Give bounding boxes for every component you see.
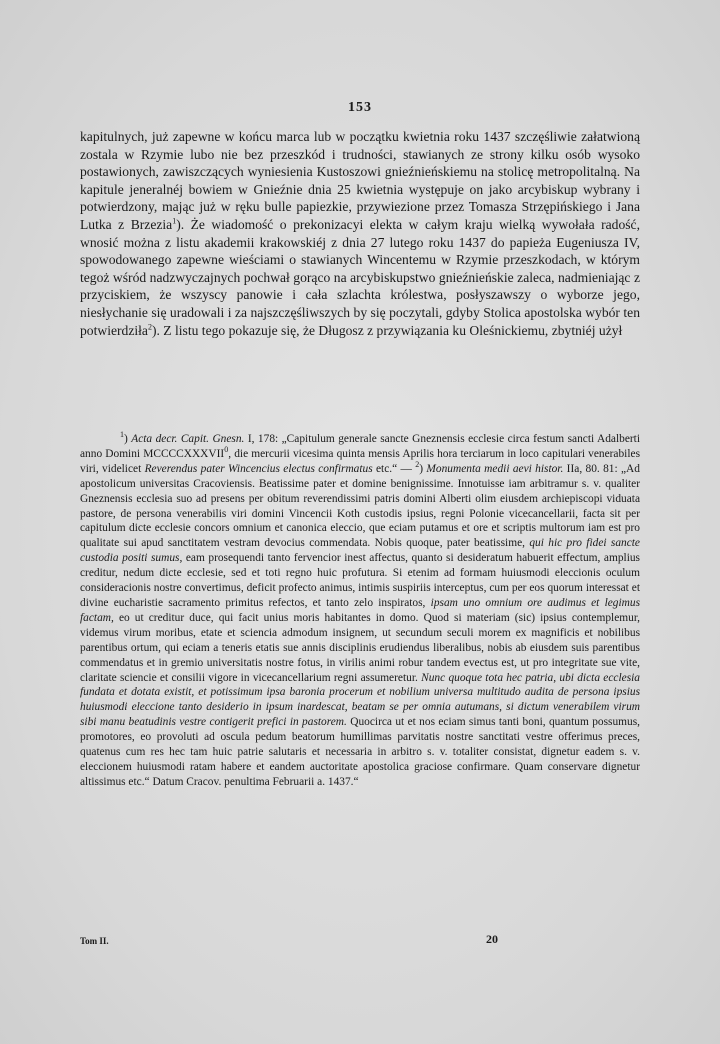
main-text-part-1: kapitulnych, już zapewne w końcu marca lub w początku kwietnia roku 1437 szczęśliwie załatwioną zostala w Rzymie lubo nie bez przeszkód i trudności, stawianych ze strony kilku osób wysoko postawionych, zawiszczących wyniesienia Kustoszowi gnieźnieńskiemu na stolicę metropolitalną. Na kapitule jeneralnéj bowiem w Gnieźnie dnia 25 kwietnia występuje on jako arcybiskup wybrany i potwierdzony, mając już w ręku bulle papiezkie, przywiezione przez Tomasza Strzępińskiego i Jana Lutka z Brzezia xyxy=(80,129,640,232)
footnote-2-text: IIa, 80. 81: „Ad apostolicum universitas Cracoviensis. Beatissime pater et domine benignissime. Innotuisse iam arbitramur s. v. qualiter Gneznensis ecclesia suo ad presens per obitum reverendissimi patris domini Alberti olim eiusdem archiepiscopi viduata pastore, de persona venerabilis viri domini Vincencii Koth custodis ipsius, regni Polonie vicecancellarii, facta sit per capitulum dicte ecclesie concors omnium et canonica eleccio, que eciam putamus et ore et scriptis multorum iam est pro qualitate sui apud sanctitatem vestram devocius commendata. Nobis quoque, pater beatissime, xyxy=(80,462,640,550)
page-number: 153 xyxy=(348,100,372,115)
footnote-2-italic-2: ipsam uno omnium ore audimus et legimus factam, xyxy=(80,596,641,624)
footnote-1-text: I, 178: „Capitulum generale sancte Gneznensis ecclesie circa festum sancti Adalberti anno Domini MCCCCXXXVII xyxy=(80,433,640,460)
footnote-1-text-2: , die mercurii vicesima quinta mensis Aprilis hora terciarum in loco capitulari venerabiles viri, videlicet xyxy=(80,447,640,475)
footnote-2-text-2: eam prosequendi tanto fervencior inest affectus, quanto si desideratum habuerit effectum, amplius creditur, nedum dicte ecclesie, sed et toti regno huic profutura. Si etenim ad formam huiusmodi eleccionis oculum consideracionis nostre convertimus, deficit profecto animus, intimis suspiriis interceptus, cum per eos quorum interessat et divine eucharistie sacramento primitus refectos, et tanto zelo inspiratos, xyxy=(80,552,640,609)
main-text xyxy=(80,128,640,339)
footnote-block: $^1$) Acta decr. Capit. Gnesn. I, 178: „Capitulum generale sancte Gneznensis ecclesie circa festum sancti Adalberti anno Domini MCCCCXXXVII$^0$, die mercurii vicesima quinta mensis Aprilis hora terciarum in loco capitulari venerabiles viri, videlicet Reverendus pater Wincencius electus confirmatus etc.“ — $^2$) Monumenta medii aevi histor. IIa, 80. 81: „Ad apostolicum universitas Cracoviensis. Beatissime pater et domine benignissime. Innotuisse iam arbitramur s. v. qualiter Gneznensis ecclesia suo ad presens per obitum reverendissimi patris domini Alberti olim eiusdem archiepiscopi viduata pastore, de persona venerabilis viri domini Vincencii Koth custodis ipsius, regni Polonie vicecancellarii, facta sit per capitulum dicte ecclesie concors omnium et canonica eleccio, que eciam putamus et ore et scriptis multorum iam est pro qualitate sui apud sanctitatem vestram devocius commendata. Nobis quoque, pater beatissime, qui hic pro fidei sancte custodia positi sumus, eam prosequendi tanto fervencior inest affectus, quanto si desideratum habuerit effectum, amplius creditur, nedum dicte ecclesie, sed et toti regno huic profutura. Si etenim ad formam huiusmodi eleccionis oculum consideracionis nostre convertimus, deficit profecto animus, intimis suspiriis interceptus, cum per eos quorum interessat et divine eucharistie sacramento primitus refectos, et tanto zelo inspiratos, ipsam uno omnium ore audimus et legimus factam, eo ut creditur duce, qui facit unius moris habitantes in domo. Quod si materiam (sic) ipsius contemplemur, videmus virum moribus, etate et sciencia admodum insignem, ut secundum seculi morem ex magnificis et nobilibus parentibus ortum, qui eciam a teneris etatis sue annis disciplinis erudiendus liberalibus, nobis ab eiusdem suis parentibus commendatus et in gremio universitatis nostre fotus, in virilis animi robur tandem evectus est, ut pro integritate sue vite, claritate sciencie et consilii vigore in vicecancellarium regni assumeretur. Nunc quoque tota hec patria, ubi dicta ecclesia fundata et dotata existit, et potissimum ipsa baronia procerum et nobilium universa multitudo audita de persona ipsius huiusmodi eleccione tanto desiderio in ipsum inardescat, beatam se per omnia autumans, si dictum venerabilem virum sibi manu beatudinis vestre contigerit prefici in pastorem. Quocirca ut et nos eciam simus tanti boni, quantum possumus, promotores, eo provoluti ad oscula pedum beatorum humillimas parvitatis nostre sanctitati vestre offerimus preces, quatenus cum res hec tam huic patrie salutaris et necessaria in arbitro s. v. totaliter consistat, dignetur eadem s. v. eleccionem huiusmodi ratam habere et eandem auctoritate apostolica graciose confirmare. Quam conservare dignetur altissimus etc.“ Datum Cracov. penultima Februarii a. 1437.“ xyxy=(80,430,641,788)
footnote-2-text-3: eo ut creditur duce, qui facit unius moris habitantes in domo. Quod si materiam (sic) ipsius contemplemur, videmus virum moribus, etate et sciencia admodum insignem, ut secundum seculi morem ex magnificis et nobilibus parentibus ortum, qui eciam a teneris etatis sue annis disciplinis erudiendus liberalibus, nobis ab eiusdem suis parentibus commendatus et in gremio universitatis nostre fotus, in virilis animi robur tandem evectus est, ut pro integritate sue vite, claritate sciencie et consilii vigore in vicecancellarium regni assumeretur. xyxy=(80,611,640,684)
footnote-1-citation: Acta decr. Capit. Gnesn. xyxy=(131,433,245,445)
main-paragraph xyxy=(80,128,640,339)
main-text-part-3: ). Z listu tego pokazuje się, że Długosz z przywiązania ku Oleśnickiemu, zbytniéj użył xyxy=(151,322,623,338)
footnote-2-italic-1: qui hic pro fidei sancte custodia positi sumus, xyxy=(80,537,640,565)
footnote-2-marker: 2 xyxy=(415,460,420,470)
footnote-1-marker: 1 xyxy=(120,430,124,440)
sheet-number: 20 xyxy=(486,932,498,946)
footnote-1-superscript: 0 xyxy=(224,445,229,455)
footnote-2-text-4: Quocirca ut et nos eciam simus tanti boni, quantum possumus, promotores, eo provoluti ad oscula pedum beatorum humillimas parvitatis nostre sanctitati vestre offerimus preces, quatenus cum res hec tam huic patrie salutaris et necessaria in arbitro s. v. totaliter consistat, dignetur eadem s. v. eleccionem huiusmodi ratam habere et eandem auctoritate apostolica graciose confirmare. Quam conservare dignetur altissimus etc.“ Datum Cracov. penultima Februarii a. 1437.“ xyxy=(80,716,640,788)
footnote-2-citation: Monumenta medii aevi histor. xyxy=(426,462,564,475)
printer-signature: Tom II. xyxy=(80,936,109,946)
main-text-part-2: ). Że wiadomość o prekonizacyi elekta w całym kraju wielką wywołała radość, wnosić można z listu akademii krakowskiéj z dnia 27 lutego roku 1437 do papieża Eugeniusza IV, spowodowanego zapewne wieściami o stawianych Wincentemu w Rzymie przeszkodach, w którym tegoż wśród nadzwyczajnych pochwał gorąco na arcybiskupstwo gnieźnieńskie zaleca, nadmieniając z przyciskiem, że wszyscy panowie i cała szlachta królestwa, posłyszawszy o wyborze jego, niesłychanie się uradowali i za najszczęśliwszych by się poczytali, gdyby Stolica apostolska wybór ten potwierdziła xyxy=(80,216,640,338)
footnotes xyxy=(80,432,640,790)
footnote-ref-1: 1 xyxy=(172,216,177,226)
footnote-ref-2: 2 xyxy=(147,322,152,331)
footnote-2-italic-3: Nunc quoque tota hec patria, ubi dicta ecclesia fundata et dotata existit, et potissimum ipsa baronia procerum et nobilium universa multitudo audita de persona ipsius huiusmodi eleccione tanto desiderio in ipsum inardescat, beatam se per omnia autumans, si dictum venerabilem virum sibi manu beatudinis vestre contigerit prefici in pastorem. xyxy=(80,671,640,729)
footnote-1-end: etc.“ — xyxy=(372,462,412,475)
footnote-1-italic: Reverendus pater Wincencius electus confirmatus xyxy=(144,462,373,475)
